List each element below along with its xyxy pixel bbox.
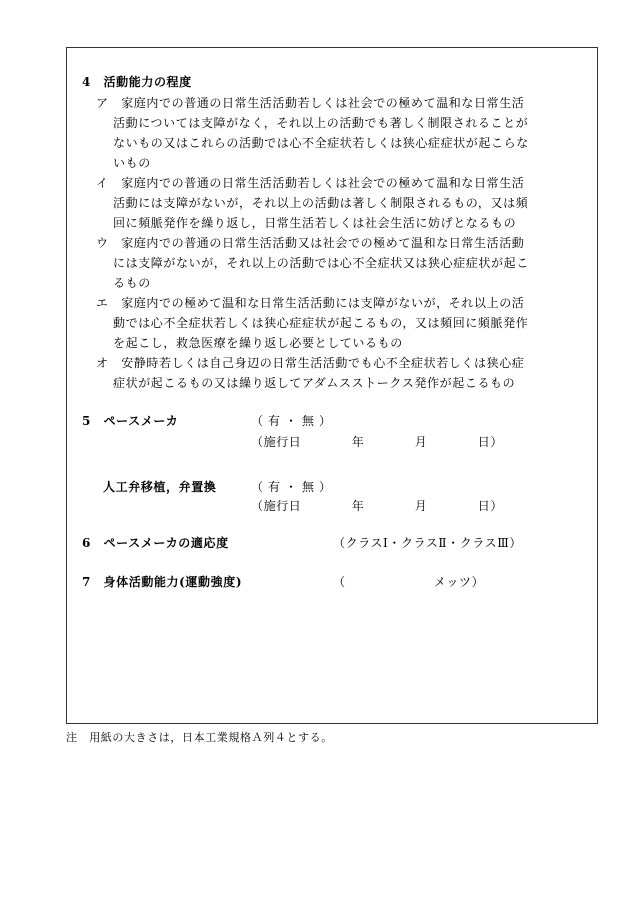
item-a-line-3: ないもの又はこれらの活動では心不全症状若しくは狭心症症状が起こらな [113, 136, 529, 150]
activity-capacity-value: （ メッツ） [333, 575, 485, 589]
footnote: 注 用紙の大きさは，日本工業規格Ａ列４とする。 [66, 731, 333, 744]
item-a-line-1: ア 家庭内での普通の日常生活活動若しくは社会での極めて温和な日常生活 [96, 96, 525, 110]
item-e-line-1: エ 家庭内での極めて温和な日常生活活動には支障がないが，それ以上の活 [96, 296, 525, 310]
valve-yes-no: （ 有 ・ 無 ） [251, 480, 332, 494]
item-o-line-1: オ 安静時若しくは自己身辺の日常生活活動でも心不全症状若しくは狭心症 [96, 356, 525, 370]
item-u-line-2: には支障がないが，それ以上の活動では心不全症状又は狭心症症状が起こ [113, 256, 529, 270]
item-a-line-4: いもの [113, 156, 151, 170]
valve-label: 人工弁移植，弁置換 [103, 480, 217, 494]
item-a-line-2: 活動については支障がなく，それ以上の活動でも著しく制限されることが [113, 116, 529, 130]
item-u-line-3: るもの [113, 276, 151, 290]
activity-capacity-label: 7 身体活動能力(運動強度) [82, 575, 243, 589]
valve-date: （施行日 年 月 日） [251, 499, 504, 513]
pacemaker-class-label: 6 ペースメーカの適応度 [82, 536, 229, 550]
item-i-line-1: イ 家庭内での普通の日常生活活動若しくは社会での極めて温和な日常生活 [96, 176, 525, 190]
item-e-line-3: を起こし，救急医療を繰り返し必要としているもの [113, 336, 403, 350]
section4-heading: 4 活動能力の程度 [82, 75, 192, 89]
item-i-line-2: 活動には支障がないが，それ以上の活動は著しく制限されるもの，又は頻 [113, 196, 529, 210]
item-o-line-2: 症状が起こるもの又は繰り返してアダムスストークス発作が起こるもの [113, 376, 516, 390]
item-i-line-3: 回に頻脈発作を繰り返し，日常生活若しくは社会生活に妨げとなるもの [113, 216, 517, 230]
pacemaker-date: （施行日 年 月 日） [251, 435, 504, 449]
pacemaker-yes-no: （ 有 ・ 無 ） [251, 414, 332, 428]
item-e-line-2: 動では心不全症状若しくは狭心症症状が起こるもの，又は頻回に頻脈発作 [113, 316, 529, 330]
item-u-line-1: ウ 家庭内での普通の日常生活活動又は社会での極めて温和な日常生活活動 [96, 236, 525, 250]
pacemaker-class-value: （クラスⅠ・クラスⅡ・クラスⅢ） [333, 536, 522, 550]
pacemaker-label: 5 ペースメーカ [82, 414, 179, 428]
